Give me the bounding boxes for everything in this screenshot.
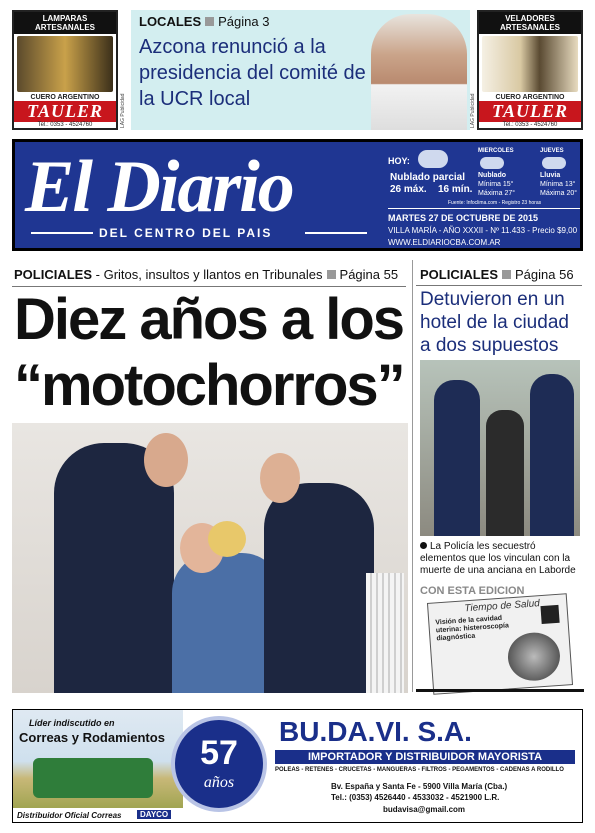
ad-budavi[interactable] <box>12 709 583 823</box>
ad-leader: Líder indiscutido en <box>29 718 115 728</box>
weather-d3-max: Máxima 20° <box>540 190 578 197</box>
ad-veladores[interactable] <box>477 10 583 130</box>
face-right <box>260 453 300 503</box>
masthead <box>12 139 583 251</box>
ad-title: LAMPARAS ARTESANALES <box>14 12 116 34</box>
weather-today-max: 26 máx. <box>390 184 427 195</box>
supplement-card[interactable] <box>427 593 573 695</box>
budavi-tagline: IMPORTADOR Y DISTRIBUIDOR MAYORISTA <box>275 750 575 764</box>
weather-d2-max: Máxima 27° <box>478 190 516 197</box>
logo-rule-right <box>305 232 367 234</box>
ad-side-text: LAG Publicidad <box>120 93 126 128</box>
side-rule <box>416 285 582 286</box>
weather-d2-cond: Nublado <box>478 172 506 179</box>
ad-title: VELADORES ARTESANALES <box>479 12 581 34</box>
budavi-brand: BU.DA.VI. S.A. <box>279 716 472 747</box>
budavi-products: POLEAS - RETENES - CRUCETAS - MANGUERAS - FILTROS - PEGAMENTOS - CADENAS A RODILLO <box>275 767 564 773</box>
weather-today-min: 16 mín. <box>438 184 473 195</box>
teaser-page: Página 3 <box>218 14 270 29</box>
lamp-image <box>17 36 113 92</box>
veladores-image <box>482 36 578 92</box>
teaser-photo <box>371 14 467 130</box>
ad-brand: TAULER <box>479 101 581 122</box>
teaser-kicker <box>139 14 269 29</box>
budavi-tel: Tel.: (0353) 4526440 - 4533032 - 4521900 L.R. <box>331 793 500 802</box>
suspect-figure <box>486 410 524 536</box>
issue-date: MARTES 27 DE OCTUBRE DE 2015 <box>388 213 539 223</box>
radiator <box>366 573 404 693</box>
side-column-border <box>412 260 413 692</box>
main-section: POLICIALES <box>14 267 93 282</box>
face-left <box>144 433 188 487</box>
main-photo[interactable] <box>12 423 408 693</box>
ad-cuero: CUERO ARGENTINO <box>14 94 116 101</box>
budavi-email[interactable]: budavisa@gmail.com <box>383 805 466 814</box>
anniversary-seal <box>171 716 267 812</box>
officer-right <box>264 483 374 693</box>
ad-cuero: CUERO ARGENTINO <box>479 94 581 101</box>
weather-d3-label: JUEVES <box>540 148 564 154</box>
bullet-icon <box>420 542 427 549</box>
teaser-section: LOCALES <box>139 14 202 29</box>
weather-d2-label: MIERCOLES <box>478 148 514 154</box>
issue-edition: VILLA MARÍA - AÑO XXXII - Nº 11.433 - Precio $9,00 <box>388 226 578 235</box>
supplement-title: Tiempo de Salud <box>464 598 541 615</box>
side-caption-text: La Policía les secuestró elementos que los vinculan con la muerte de una anciana en Laborde <box>420 541 576 576</box>
cloud-icon <box>418 150 448 168</box>
teaser-headline: Azcona renunció a la presidencia del comité de la UCR local <box>139 36 366 110</box>
main-headline-line2[interactable]: “motochorros” <box>14 353 404 418</box>
tagline: DEL CENTRO DEL PAIS <box>99 226 273 240</box>
teaser-box[interactable] <box>131 10 470 130</box>
masthead-divider <box>388 208 580 209</box>
logo[interactable]: El Diario <box>25 146 293 228</box>
harvester-image <box>33 758 153 798</box>
hair-center <box>208 521 246 557</box>
dayco-logo: DAYCO <box>137 810 171 819</box>
website-link[interactable]: WWW.ELDIARIOCBA.COM.AR <box>388 238 501 247</box>
supplement-image <box>506 631 561 683</box>
main-subtitle: - Gritos, insultos y llantos en Tribunales <box>95 267 323 282</box>
ad-distributor: Distribuidor Oficial Correas <box>17 811 122 820</box>
side-caption <box>420 541 582 577</box>
weather-d3-min: Mínima 13° <box>540 181 576 188</box>
separator-square <box>205 17 214 26</box>
ad-tel: Tel.: 0353 - 4524760 <box>502 122 558 128</box>
years-number: 57 <box>200 734 238 772</box>
separator-square <box>327 270 336 279</box>
side-kicker <box>420 267 574 282</box>
side-photo[interactable] <box>420 360 580 536</box>
main-page: Página 55 <box>339 267 399 282</box>
supplement-headline: Visión de la cavidad uterina: histeroscopía diagnóstica <box>435 614 510 643</box>
side-section: POLICIALES <box>420 267 499 282</box>
rain-cloud-icon <box>542 157 566 169</box>
side-headline[interactable]: Detuvieron en un hotel de la ciudad a dos supuestos <box>420 289 569 356</box>
ad-tel: Tel.: 0353 - 4524760 <box>37 122 93 128</box>
side-page: Página 56 <box>515 267 574 282</box>
weather-source: Fuente: Infoclima.com - Registro 23 horas <box>448 200 542 206</box>
weather-today-label: HOY: <box>388 156 410 166</box>
officer-figure <box>434 380 480 536</box>
weather-d3-cond: Lluvia <box>540 172 561 179</box>
main-headline-line1[interactable]: Diez años a los <box>14 287 404 352</box>
ad-product: Correas y Rodamientos <box>19 730 165 745</box>
con-esta-label: CON ESTA EDICION <box>420 585 525 597</box>
ad-lamparas[interactable] <box>12 10 118 130</box>
cloud-icon <box>480 157 504 169</box>
logo-rule-left <box>31 232 93 234</box>
weather-today-cond: Nublado parcial <box>390 172 466 183</box>
ad-side-text: LAG Publicidad <box>470 93 476 128</box>
supplement-logo <box>540 605 559 624</box>
weather-panel <box>388 148 580 208</box>
years-word: años <box>203 774 235 791</box>
weather-d2-min: Mínima 15° <box>478 181 514 188</box>
main-kicker <box>14 267 398 282</box>
officer-figure <box>530 374 574 536</box>
separator-square <box>502 270 511 279</box>
budavi-address: Bv. España y Santa Fe - 5900 Villa María (Cba.) <box>331 782 508 791</box>
side-bottom-bar <box>416 689 584 692</box>
ad-brand: TAULER <box>14 101 116 122</box>
